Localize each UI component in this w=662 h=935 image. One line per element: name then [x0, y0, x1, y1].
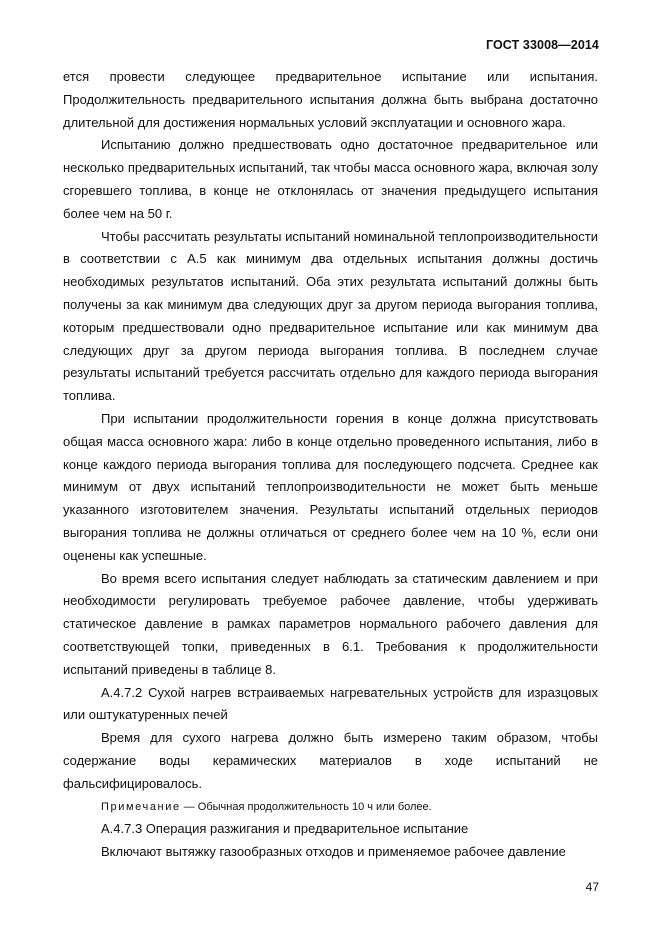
- note: [63, 796, 598, 819]
- paragraph-continuation: ется провести следующее предварительное испытание или испытания. Продолжительность предварительного испытания должна быть выбрана достаточно длительной для достижения нормальных условий эксплуатации и основного жара.: [63, 69, 598, 130]
- paragraph: Во время всего испытания следует наблюдать за статическим давлением и при необходимости регулировать требуемое рабочее давление, чтобы удерживать статическое давление в рамках параметров нормального рабочего давления для соответствующей топки, приведенных в 6.1. Требования к продолжительности испытаний приведены в таблице 8.: [63, 570, 598, 677]
- document-header: ГОСТ 33008—2014: [485, 38, 599, 52]
- note-label: Примечание: [101, 800, 181, 813]
- paragraph: Испытанию должно предшествовать одно достаточное предварительное или несколько предварительных испытаний, так чтобы масса основного жара, включая золу сгоревшего топлива, в конце не отклонялась от значения предыдущего испытания более чем на 50 г.: [63, 137, 598, 221]
- page-body: [63, 66, 598, 864]
- page-number: 47: [585, 880, 599, 894]
- clause-heading-a473: А.4.7.3 Операция разжигания и предварительное испытание: [101, 821, 469, 837]
- paragraph: При испытании продолжительности горения в конце должна присутствовать общая масса основного жара: либо в конце отдельно проведенного испытания, либо в конце каждого периода выгорания топлива для последующего подсчета. Среднее как минимум от двух испытаний теплопроизводительности не может быть меньше указанного изготовителем значения. Результаты испытаний отдельных периодов выгорания топлива не должны отличаться от среднего более чем на 10 %, если они оценены как успешные.: [63, 410, 598, 563]
- paragraph: Время для сухого нагрева должно быть измерено таким образом, чтобы содержание воды керамических материалов в ходе испытаний не фальсифицировалось.: [63, 730, 598, 791]
- note-text: — Обычная продолжительность 10 ч или более.: [180, 800, 432, 813]
- clause-heading-a472: А.4.7.2 Сухой нагрев встраиваемых нагревательных устройств для изразцовых или оштукатуренных печей: [63, 684, 598, 723]
- paragraph-last: Включают вытяжку газообразных отходов и применяемое рабочее давление: [101, 844, 566, 860]
- paragraph: Чтобы рассчитать результаты испытаний номинальной теплопроизводительности в соответствии с А.5 как минимум два отдельных испытания должны достичь необходимых результатов испытаний. Оба этих результата испытаний должны быть получены за как минимум два следующих друг за другом периода выгорания топлива, которым предшествовали одно предварительное испытание или как минимум два следующих друг за другом периода выгорания топлива. В последнем случае результаты испытаний требуется рассчитать отдельно для каждого периода выгорания топлива.: [63, 228, 598, 404]
